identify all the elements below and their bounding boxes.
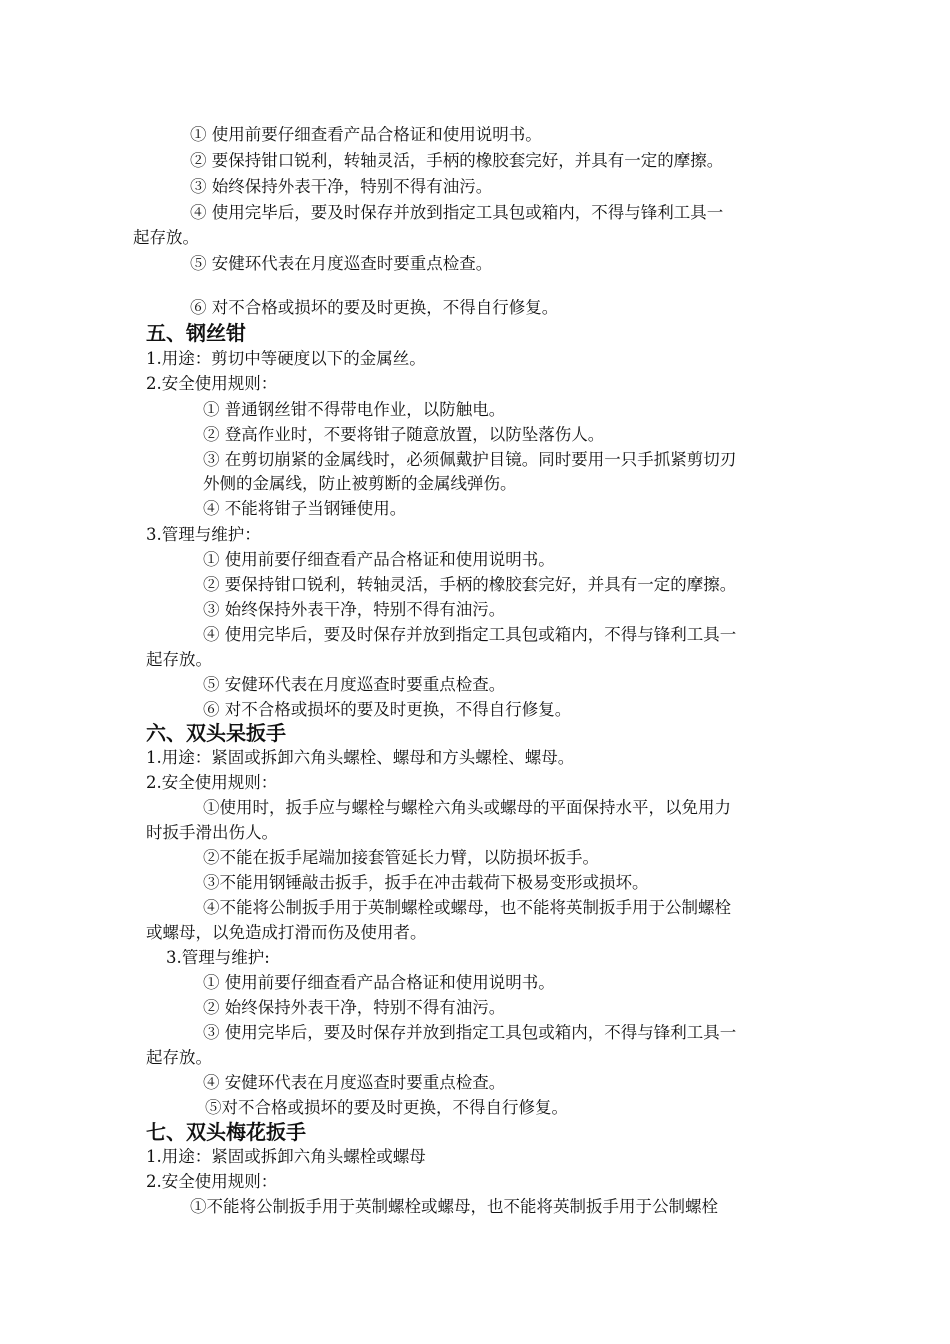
top-item-5: ⑤ 安健环代表在月度巡查时要重点检查。 bbox=[190, 254, 493, 273]
section5-maint-3: ③ 始终保持外表干净，特别不得有油污。 bbox=[203, 600, 506, 619]
section5-safety-1: ① 普通钢丝钳不得带电作业，以防触电。 bbox=[203, 400, 506, 419]
section5-maint-5: ⑤ 安健环代表在月度巡查时要重点检查。 bbox=[203, 675, 506, 694]
section5-use: 1.用途：剪切中等硬度以下的金属丝。 bbox=[146, 349, 426, 368]
section6-safety-heading: 2.安全使用规则： bbox=[146, 773, 278, 792]
top-item-3: ③ 始终保持外表干净，特别不得有油污。 bbox=[190, 177, 493, 196]
section5-maint-4: ④ 使用完毕后，要及时保存并放到指定工具包或箱内，不得与锋利工具一 bbox=[203, 625, 737, 644]
section7-use: 1.用途：紧固或拆卸六角头螺栓或螺母 bbox=[146, 1147, 426, 1166]
section6-maint-1: ① 使用前要仔细查看产品合格证和使用说明书。 bbox=[203, 973, 555, 992]
section6-safety-2: ②不能在扳手尾端加接套管延长力臂，以防损坏扳手。 bbox=[203, 848, 599, 867]
section7-title: 七、双头梅花扳手 bbox=[146, 1120, 306, 1144]
section5-maint-6: ⑥ 对不合格或损坏的要及时更换，不得自行修复。 bbox=[203, 700, 572, 719]
top-item-2: ② 要保持钳口锐利，转轴灵活，手柄的橡胶套完好，并具有一定的摩擦。 bbox=[190, 151, 724, 170]
section6-maint-heading: 3.管理与维护: bbox=[166, 948, 270, 967]
top-item-4-cont: 起存放。 bbox=[133, 228, 199, 247]
section6-maint-5: ⑤对不合格或损坏的要及时更换，不得自行修复。 bbox=[205, 1098, 568, 1117]
section6-maint-3: ③ 使用完毕后，要及时保存并放到指定工具包或箱内，不得与锋利工具一 bbox=[203, 1023, 737, 1042]
section5-maint-4-cont: 起存放。 bbox=[146, 650, 212, 669]
section7-safety-1: ①不能将公制扳手用于英制螺栓或螺母，也不能将英制扳手用于公制螺栓 bbox=[190, 1197, 718, 1216]
section5-safety-3-cont: 外侧的金属线，防止被剪断的金属线弹伤。 bbox=[203, 474, 517, 493]
top-item-4: ④ 使用完毕后，要及时保存并放到指定工具包或箱内，不得与锋利工具一 bbox=[190, 203, 724, 222]
section5-safety-2: ② 登高作业时，不要将钳子随意放置，以防坠落伤人。 bbox=[203, 425, 605, 444]
section7-safety-heading: 2.安全使用规则： bbox=[146, 1172, 278, 1191]
section6-safety-4-cont: 或螺母，以免造成打滑而伤及使用者。 bbox=[146, 923, 427, 942]
section6-use: 1.用途：紧固或拆卸六角头螺栓、螺母和方头螺栓、螺母。 bbox=[146, 748, 575, 767]
section5-safety-3: ③ 在剪切崩紧的金属线时，必须佩戴护目镜。同时要用一只手抓紧剪切刃 bbox=[203, 450, 737, 469]
section5-maint-1: ① 使用前要仔细查看产品合格证和使用说明书。 bbox=[203, 550, 555, 569]
section6-safety-4: ④不能将公制扳手用于英制螺栓或螺母，也不能将英制扳手用于公制螺栓 bbox=[203, 898, 731, 917]
section5-safety-4: ④ 不能将钳子当钢锤使用。 bbox=[203, 499, 407, 518]
section6-safety-3: ③不能用钢锤敲击扳手，扳手在冲击载荷下极易变形或损坏。 bbox=[203, 873, 649, 892]
section6-title: 六、双头呆扳手 bbox=[146, 721, 286, 745]
section5-maint-heading: 3.管理与维护： bbox=[146, 525, 261, 544]
section6-safety-1-cont: 时扳手滑出伤人。 bbox=[146, 823, 278, 842]
section6-maint-3-cont: 起存放。 bbox=[146, 1048, 212, 1067]
section6-safety-1: ①使用时，扳手应与螺栓与螺栓六角头或螺母的平面保持水平，以免用力 bbox=[203, 798, 731, 817]
section5-maint-2: ② 要保持钳口锐利，转轴灵活，手柄的橡胶套完好，并具有一定的摩擦。 bbox=[203, 575, 737, 594]
section6-maint-4: ④ 安健环代表在月度巡查时要重点检查。 bbox=[203, 1073, 506, 1092]
top-item-6: ⑥ 对不合格或损坏的要及时更换，不得自行修复。 bbox=[190, 298, 559, 317]
top-item-1: ① 使用前要仔细查看产品合格证和使用说明书。 bbox=[190, 125, 542, 144]
section5-title: 五、钢丝钳 bbox=[146, 321, 246, 345]
section6-maint-2: ② 始终保持外表干净，特别不得有油污。 bbox=[203, 998, 506, 1017]
section5-safety-heading: 2.安全使用规则： bbox=[146, 374, 278, 393]
